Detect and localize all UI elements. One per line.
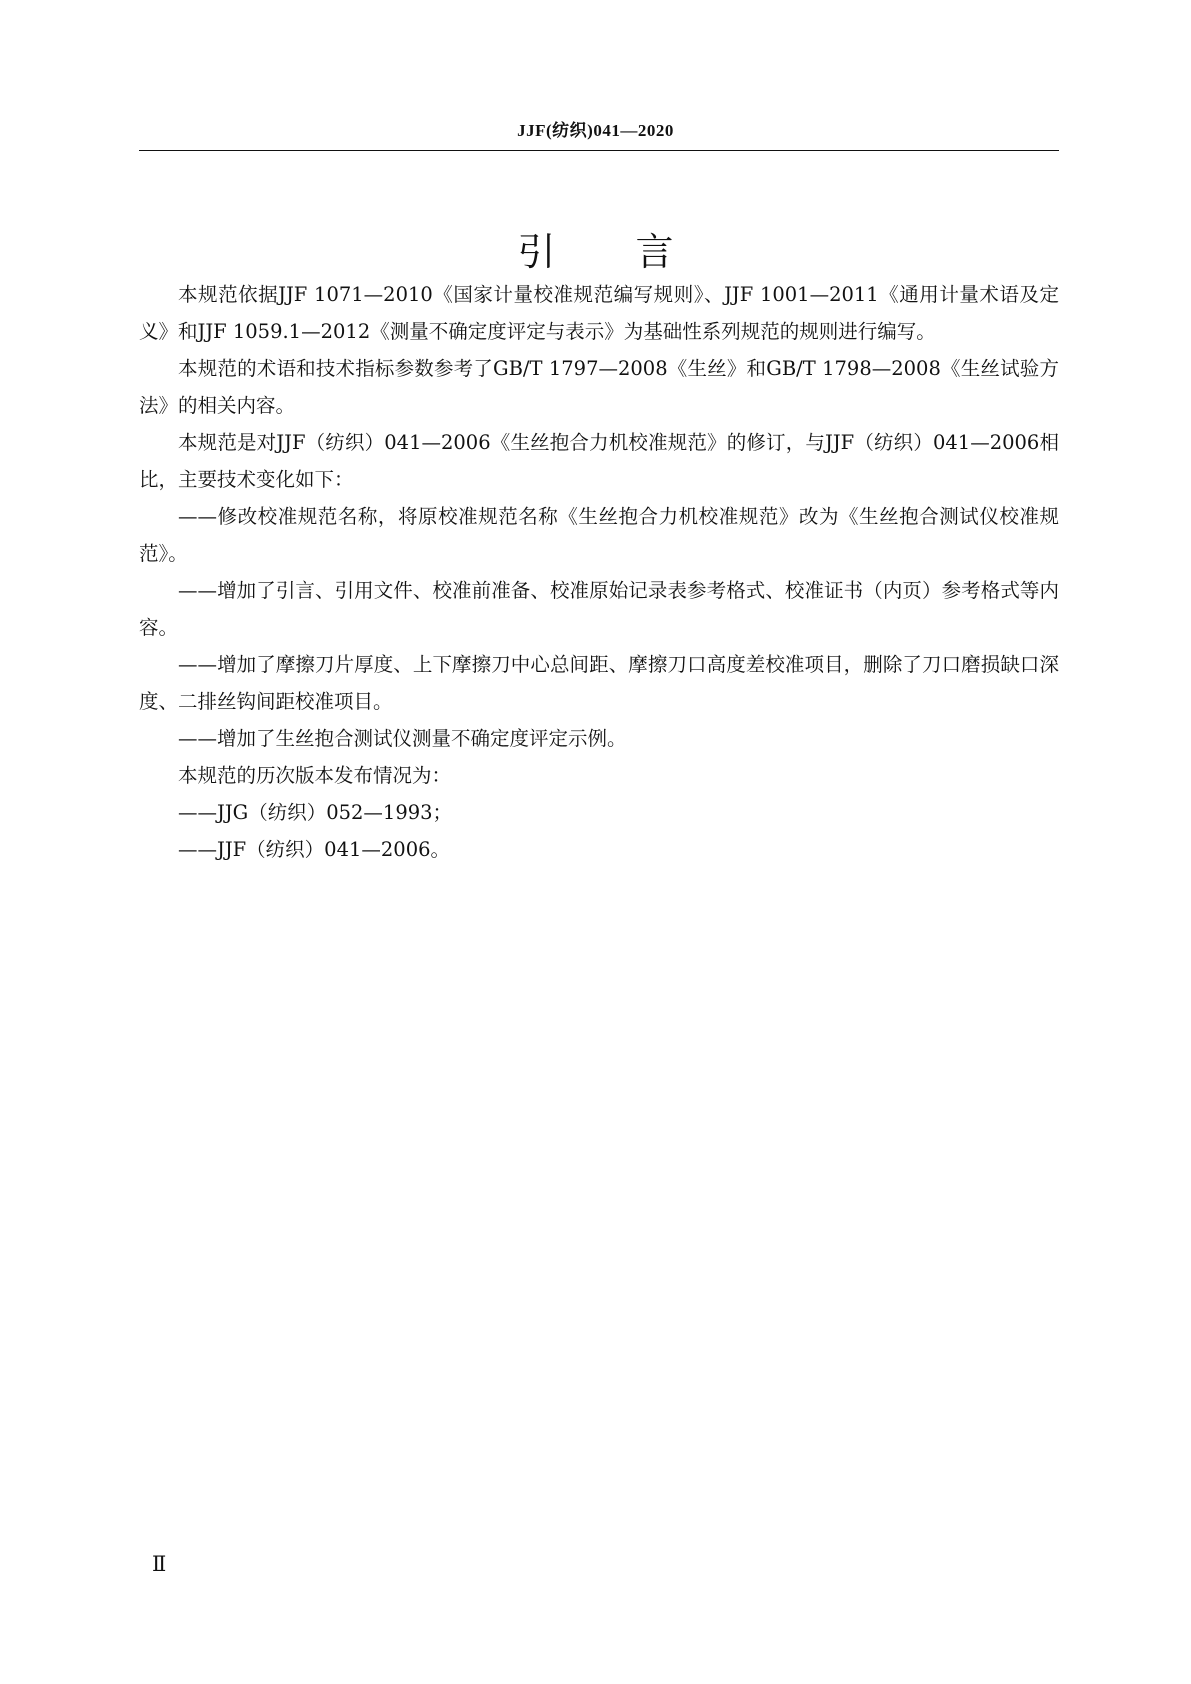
page-number: Ⅱ	[152, 1552, 167, 1576]
history-item-1993: ——JJG（纺织）052—1993；	[178, 801, 453, 824]
change-item-uncertainty: ——增加了生丝抱合测试仪测量不确定度评定示例。	[178, 727, 627, 750]
paragraph-revision: 本规范是对JJF（纺织）041—2006《生丝抱合力机校准规范》的修订，与JJF（纺织）041—2006相比，主要技术变化如下：	[139, 431, 1059, 491]
paragraph-history: 本规范的历次版本发布情况为：	[178, 764, 452, 787]
change-item-calibration: ——增加了摩擦刀片厚度、上下摩擦刀中心总间距、摩擦刀口高度差校准项目，删除了刀口磨损缺口深度、二排丝钩间距校准项目。	[139, 653, 1059, 713]
history-item-2006: ——JJF（纺织）041—2006。	[178, 838, 451, 861]
paragraph-terms: 本规范的术语和技术指标参数参考了GB/T 1797—2008《生丝》和GB/T 1798—2008《生丝试验方法》的相关内容。	[139, 357, 1059, 417]
page-title: 引言	[517, 230, 754, 275]
change-item-name: ——修改校准规范名称，将原校准规范名称《生丝抱合力机校准规范》改为《生丝抱合测试仪校准规范》。	[139, 505, 1059, 565]
body-text	[139, 276, 1059, 868]
paragraph-basis: 本规范依据JJF 1071—2010《国家计量校准规范编写规则》、JJF 1001—2011《通用计量术语及定义》和JJF 1059.1—2012《测量不确定度评定与表示》为基础性系列规范的规则进行编写。	[139, 283, 1059, 343]
header-divider	[139, 150, 1059, 151]
change-item-content: ——增加了引言、引用文件、校准前准备、校准原始记录表参考格式、校准证书（内页）参考格式等内容。	[139, 579, 1059, 639]
document-code-header: JJF(纺织)041—2020	[517, 121, 674, 140]
